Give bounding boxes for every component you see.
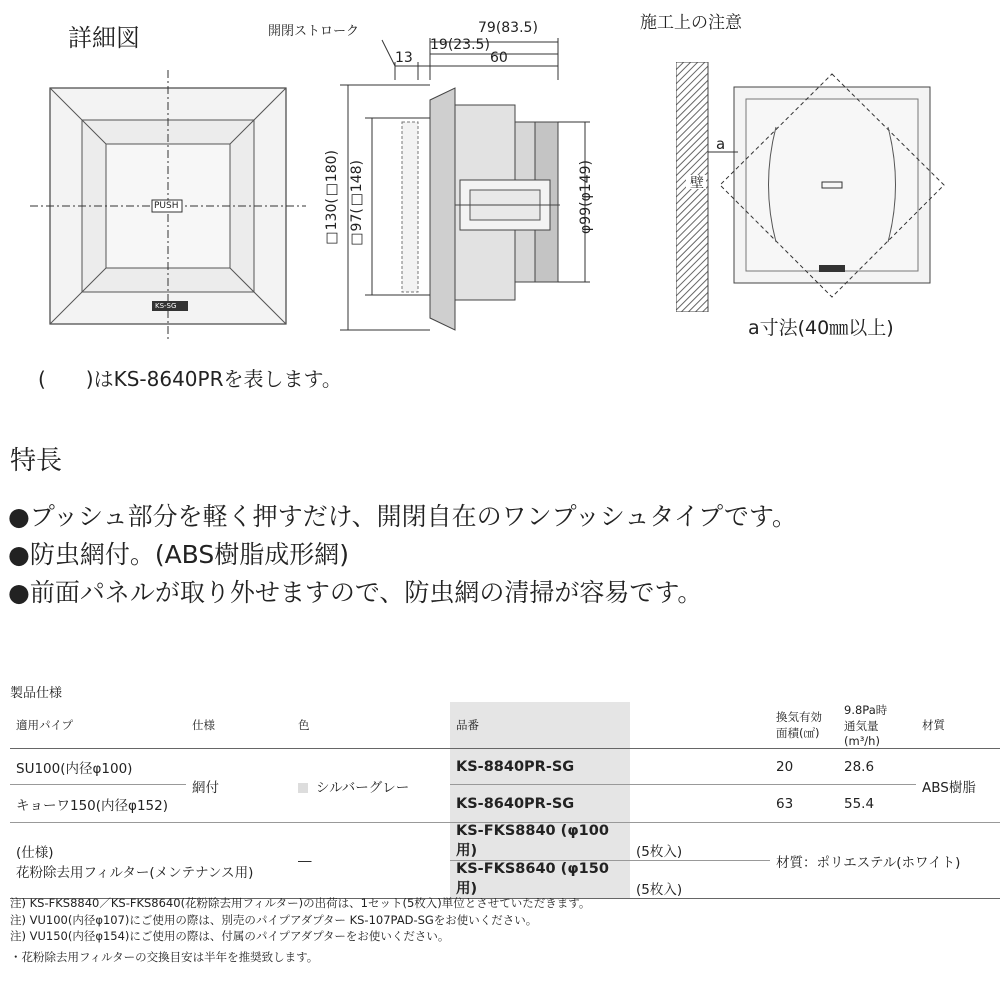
dim-97: □97(□148) [349,160,365,248]
flow-cell: 28.6 [838,749,916,785]
filter-model-cell: KS-FKS8840 (φ100用) [450,823,630,861]
header-model: 品番 [450,702,630,749]
feature-item: ●防虫網付。(ABS樹脂成形網) [8,540,350,569]
header-color: 色 [292,702,450,749]
caution-title: 施工上の注意 [640,13,742,33]
filter-color-cell: ― [292,823,450,899]
spec-title: 製品仕様 [10,686,63,701]
note-line: ・花粉除去用フィルターの交換目安は半年を推奨致します。 [10,949,319,964]
dim-19: 19(23.5) [430,37,490,53]
pipe-cell: SU100(内径φ100) [10,749,186,785]
dim-79: 79(83.5) [478,20,538,36]
dim-13: 13 [395,50,413,66]
header-pipe: 適用パイプ [10,702,186,749]
filter-pipe-cell: (仕様) 花粉除去用フィルター(メンテナンス用) [10,823,292,899]
stroke-label: 開閉ストローク [268,24,360,39]
filter-model-cell: KS-FKS8640 (φ150用) [450,861,630,899]
dim-60: 60 [490,50,508,66]
material-cell: ABS樹脂 [916,749,1000,823]
header-area: 換気有効 面積(㎠) [770,702,838,749]
spec-cell: 網付 [186,749,292,823]
header-spec: 仕様 [186,702,292,749]
feature-item: ●前面パネルが取り外せますので、防虫網の清掃が容易です。 [8,578,703,607]
table-row [10,749,1000,785]
brand-label: KS-SG [155,302,177,310]
header-flow: 9.8Pa時 通気量(m³/h) [838,702,916,749]
table-row [10,823,1000,861]
filter-qty-cell: (5枚入) [630,823,770,861]
filter-qty-cell: (5枚入) [630,861,770,899]
model-cell: KS-8840PR-SG [450,749,630,785]
table-row [10,785,1000,823]
note-line: 注) KS-FKS8840／KS-FKS8640(花粉除去用フィルター)の出荷は、1セット(5枚入)単位とさせていただきます。 [10,896,591,910]
paren-note: ( )はKS-8640PRを表します。 [38,367,342,391]
spec-table [10,702,1000,899]
area-cell: 20 [770,749,838,785]
pipe-cell: キョーワ150(内径φ152) [10,785,186,823]
dim-130: □130(□180) [324,150,340,247]
note-line: 注) VU100(内径φ107)にご使用の際は、別売のパイプアダプター KS-107PAD-SGをお使いください。 [10,912,538,927]
features-title: 特長 [10,446,63,476]
color-swatch [298,783,308,793]
feature-item: ●プッシュ部分を軽く押すだけ、開閉自在のワンプッシュタイプです。 [8,502,797,531]
area-cell: 63 [770,785,838,823]
spec-notes [10,895,590,965]
push-label: PUSH [154,201,179,211]
wall-label: 壁 [688,175,704,189]
note-line: 注) VU150(内径φ154)にご使用の際は、付属のパイプアダプターをお使いください。 [10,929,450,943]
detail-title: 詳細図 [68,24,140,52]
dim-99: φ99(φ149) [578,160,594,234]
color-cell: シルバーグレー [292,749,450,823]
spec-header-row [10,702,1000,749]
filter-material-cell: 材質：ポリエステル(ホワイト) [770,823,1000,899]
a-dimension-note: a寸法(40㎜以上) [748,317,894,339]
header-material: 材質 [916,702,1000,749]
model-cell: KS-8640PR-SG [450,785,630,823]
a-label: a [716,135,726,153]
flow-cell: 55.4 [838,785,916,823]
caution-drawing [676,62,956,312]
